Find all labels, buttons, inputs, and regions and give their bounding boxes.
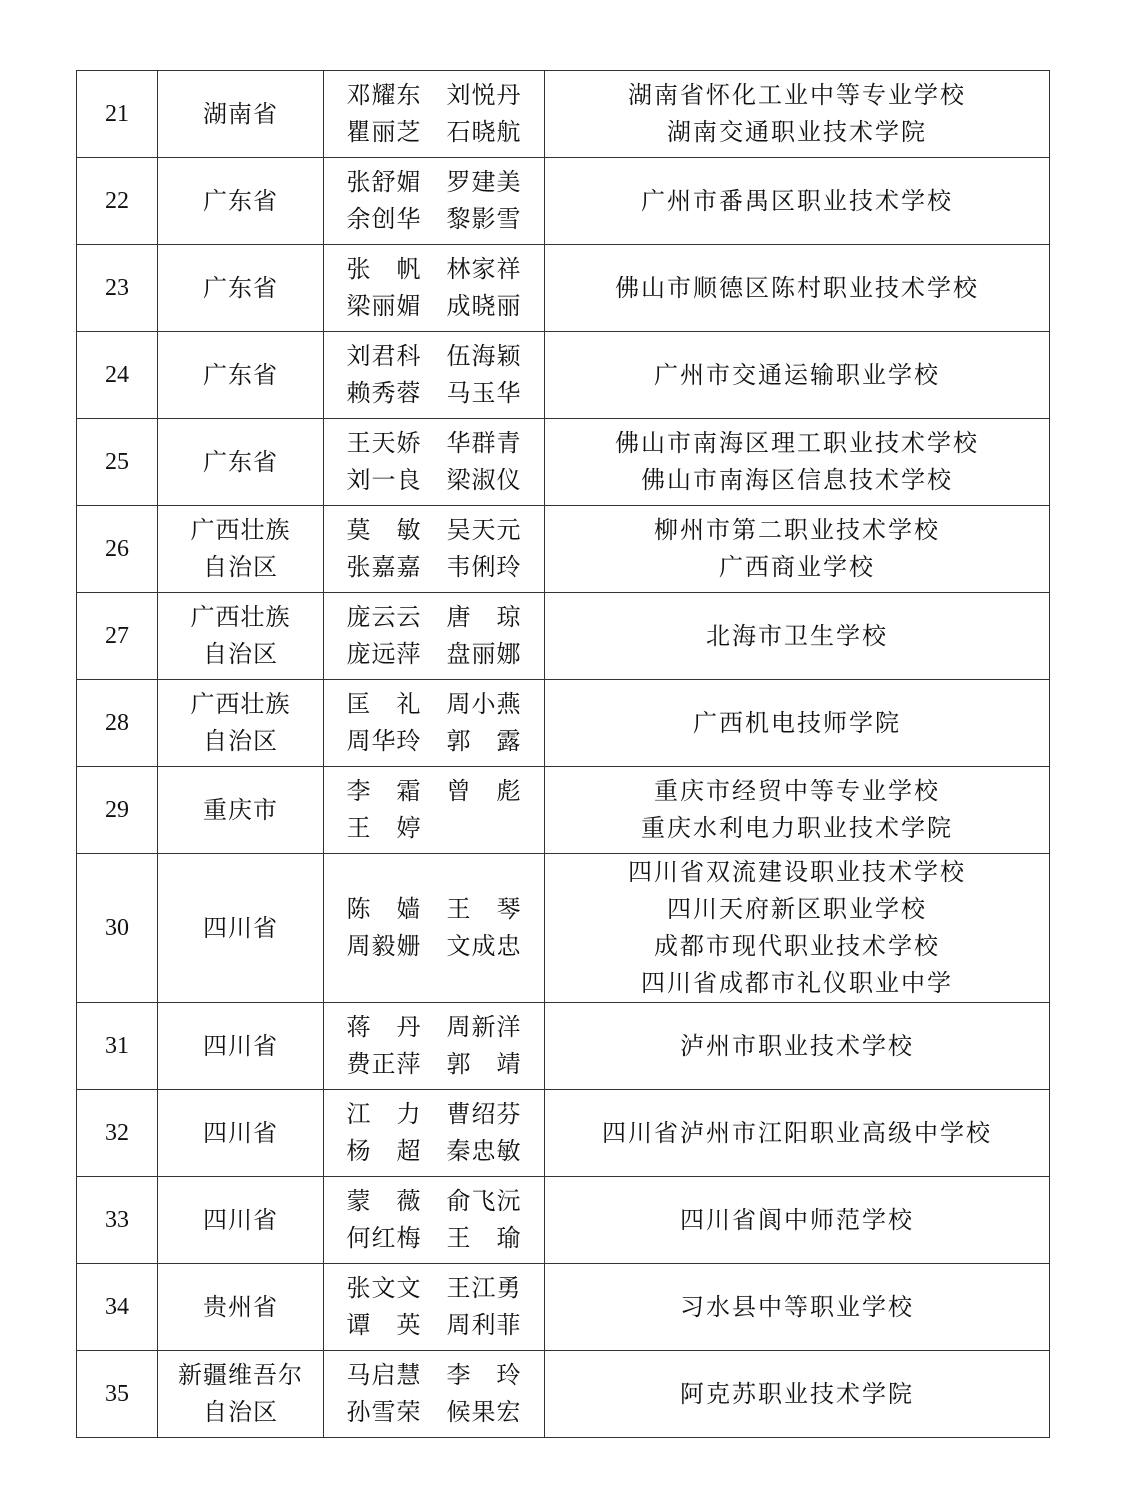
names-line: 蒋 丹 周新洋: [346, 1013, 522, 1041]
province-line: 四川省: [203, 1031, 278, 1060]
school-name: 阿克苏职业技术学院: [680, 1379, 914, 1408]
row-number-cell: 25: [77, 419, 158, 506]
names-line: 梁丽媚 成晓丽: [346, 292, 522, 320]
names-line: 匡 礼 周小燕: [346, 690, 522, 718]
row-number-cell: 34: [77, 1264, 158, 1351]
province-line: 广西壮族: [190, 516, 291, 544]
table-row: [77, 680, 1050, 767]
names-line: 周华玲 郭 露: [346, 727, 522, 755]
names-cell: [324, 245, 545, 332]
school-cell: [545, 1090, 1050, 1177]
province-line: 广西壮族: [190, 690, 291, 718]
province-cell: [158, 680, 324, 767]
school-name: 北海市卫生学校: [706, 621, 888, 650]
province-line: 自治区: [203, 1398, 278, 1426]
names-cell: [324, 593, 545, 680]
names-line: 瞿丽芝 石晓航: [346, 118, 522, 146]
names-line: 张嘉嘉 韦俐玲: [346, 553, 522, 581]
school-name: 广西商业学校: [719, 553, 875, 581]
province-line: 广东省: [203, 273, 278, 302]
names-cell: [324, 1264, 545, 1351]
names-cell: [324, 1177, 545, 1264]
awardee-table: [76, 70, 1050, 1438]
school-name: 广西机电技师学院: [693, 708, 901, 737]
school-cell: [545, 680, 1050, 767]
province-line: 自治区: [203, 727, 278, 755]
row-number-cell: 23: [77, 245, 158, 332]
school-cell: [545, 593, 1050, 680]
row-number-cell: 21: [77, 71, 158, 158]
school-name: 佛山市南海区理工职业技术学校: [615, 429, 979, 457]
table-row: [77, 332, 1050, 419]
row-number-cell: 29: [77, 767, 158, 854]
table-row: [77, 245, 1050, 332]
row-number-cell: 26: [77, 506, 158, 593]
school-name: 成都市现代职业技术学校: [654, 932, 940, 960]
row-number-cell: 35: [77, 1351, 158, 1438]
school-cell: [545, 1177, 1050, 1264]
school-name: 四川省泸州市江阳职业高级中学校: [602, 1118, 992, 1147]
province-cell: [158, 332, 324, 419]
names-line: 谭 英 周利菲: [346, 1311, 522, 1339]
row-number-cell: 28: [77, 680, 158, 767]
school-name: 佛山市南海区信息技术学校: [641, 466, 953, 494]
table-row: [77, 593, 1050, 680]
table-row: [77, 854, 1050, 1003]
province-line: 四川省: [203, 1205, 278, 1234]
names-line: 刘君科 伍海颖: [346, 342, 522, 370]
names-line: 孙雪荣 候果宏: [346, 1398, 522, 1426]
names-cell: [324, 71, 545, 158]
table-row: [77, 506, 1050, 593]
province-line: 新疆维吾尔: [178, 1361, 303, 1389]
province-line: 广西壮族: [190, 603, 291, 631]
province-cell: [158, 506, 324, 593]
school-cell: [545, 1003, 1050, 1090]
names-line: 周毅姗 文成忠: [346, 932, 522, 960]
province-cell: [158, 854, 324, 1003]
province-line: 自治区: [203, 553, 278, 581]
province-line: 广东省: [203, 186, 278, 215]
province-cell: [158, 245, 324, 332]
table-row: [77, 1177, 1050, 1264]
province-cell: [158, 1177, 324, 1264]
row-number-cell: 31: [77, 1003, 158, 1090]
names-cell: [324, 158, 545, 245]
province-cell: [158, 1090, 324, 1177]
table-row: [77, 419, 1050, 506]
school-name: 广州市交通运输职业学校: [654, 360, 940, 389]
school-name: 四川省成都市礼仪职业中学: [641, 969, 953, 997]
province-cell: [158, 1003, 324, 1090]
names-line: 张 帆 林家祥: [346, 255, 522, 283]
school-name: 习水县中等职业学校: [680, 1292, 914, 1321]
names-line: 刘一良 梁淑仪: [346, 466, 522, 494]
names-cell: [324, 854, 545, 1003]
names-cell: [324, 1003, 545, 1090]
school-cell: [545, 767, 1050, 854]
names-cell: [324, 680, 545, 767]
school-cell: [545, 506, 1050, 593]
names-cell: [324, 1090, 545, 1177]
names-line: 庞云云 唐 琼: [346, 603, 522, 631]
table-row: [77, 71, 1050, 158]
province-cell: [158, 71, 324, 158]
school-name: 湖南交通职业技术学院: [667, 118, 927, 146]
province-line: 湖南省: [203, 99, 278, 128]
row-number-cell: 33: [77, 1177, 158, 1264]
names-line: 何红梅 王 瑜: [346, 1224, 522, 1252]
row-number-cell: 24: [77, 332, 158, 419]
province-line: 重庆市: [203, 795, 278, 824]
school-name: 四川省双流建设职业技术学校: [628, 858, 966, 886]
names-line: 张文文 王江勇: [346, 1274, 522, 1302]
table-row: [77, 1003, 1050, 1090]
school-name: 重庆市经贸中等专业学校: [654, 777, 940, 805]
names-line: 邓耀东 刘悦丹: [346, 81, 522, 109]
school-name: 佛山市顺德区陈村职业技术学校: [615, 273, 979, 302]
school-name: 重庆水利电力职业技术学院: [641, 814, 953, 842]
names-line: 余创华 黎影雪: [346, 205, 522, 233]
province-cell: [158, 593, 324, 680]
row-number-cell: 30: [77, 854, 158, 1003]
school-name: 泸州市职业技术学校: [680, 1031, 914, 1060]
row-number-cell: 22: [77, 158, 158, 245]
names-cell: [324, 332, 545, 419]
province-line: 贵州省: [203, 1292, 278, 1321]
names-line: 王天娇 华群青: [346, 429, 522, 457]
names-line: 蒙 薇 俞飞沅: [346, 1187, 522, 1215]
table-body: [77, 71, 1050, 1438]
names-line: 马启慧 李 玲: [346, 1361, 522, 1389]
names-line: 张舒媚 罗建美: [346, 168, 522, 196]
row-number-cell: 32: [77, 1090, 158, 1177]
school-cell: [545, 71, 1050, 158]
table-row: [77, 1351, 1050, 1438]
province-cell: [158, 419, 324, 506]
school-cell: [545, 1351, 1050, 1438]
table-row: [77, 1090, 1050, 1177]
province-line: 四川省: [203, 913, 278, 942]
province-cell: [158, 767, 324, 854]
province-cell: [158, 158, 324, 245]
province-line: 广东省: [203, 447, 278, 476]
names-line: 李 霜 曾 彪: [346, 777, 522, 805]
names-line: 费正萍 郭 靖: [346, 1050, 522, 1078]
school-name: 四川天府新区职业学校: [667, 895, 927, 923]
school-cell: [545, 1264, 1050, 1351]
school-name: 广州市番禺区职业技术学校: [641, 186, 953, 215]
names-line: 莫 敏 吴天元: [346, 516, 522, 544]
province-cell: [158, 1264, 324, 1351]
school-cell: [545, 854, 1050, 1003]
school-name: 四川省阆中师范学校: [680, 1205, 914, 1234]
province-cell: [158, 1351, 324, 1438]
names-line: 杨 超 秦忠敏: [346, 1137, 522, 1165]
names-line: 陈 嫱 王 琴: [346, 895, 522, 923]
names-line: 赖秀蓉 马玉华: [346, 379, 522, 407]
names-cell: [324, 419, 545, 506]
province-line: 广东省: [203, 360, 278, 389]
school-cell: [545, 419, 1050, 506]
school-cell: [545, 158, 1050, 245]
school-cell: [545, 245, 1050, 332]
school-name: 湖南省怀化工业中等专业学校: [628, 81, 966, 109]
names-cell: [324, 1351, 545, 1438]
table-row: [77, 1264, 1050, 1351]
school-cell: [545, 332, 1050, 419]
table-row: [77, 158, 1050, 245]
row-number-cell: 27: [77, 593, 158, 680]
names-line: 江 力 曹绍芬: [346, 1100, 522, 1128]
names-cell: [324, 506, 545, 593]
province-line: 自治区: [203, 640, 278, 668]
school-name: 柳州市第二职业技术学校: [654, 516, 940, 544]
table-row: [77, 767, 1050, 854]
names-cell: [324, 767, 545, 854]
names-line: 王 婷: [346, 814, 522, 842]
names-line: 庞远萍 盘丽娜: [346, 640, 522, 668]
province-line: 四川省: [203, 1118, 278, 1147]
